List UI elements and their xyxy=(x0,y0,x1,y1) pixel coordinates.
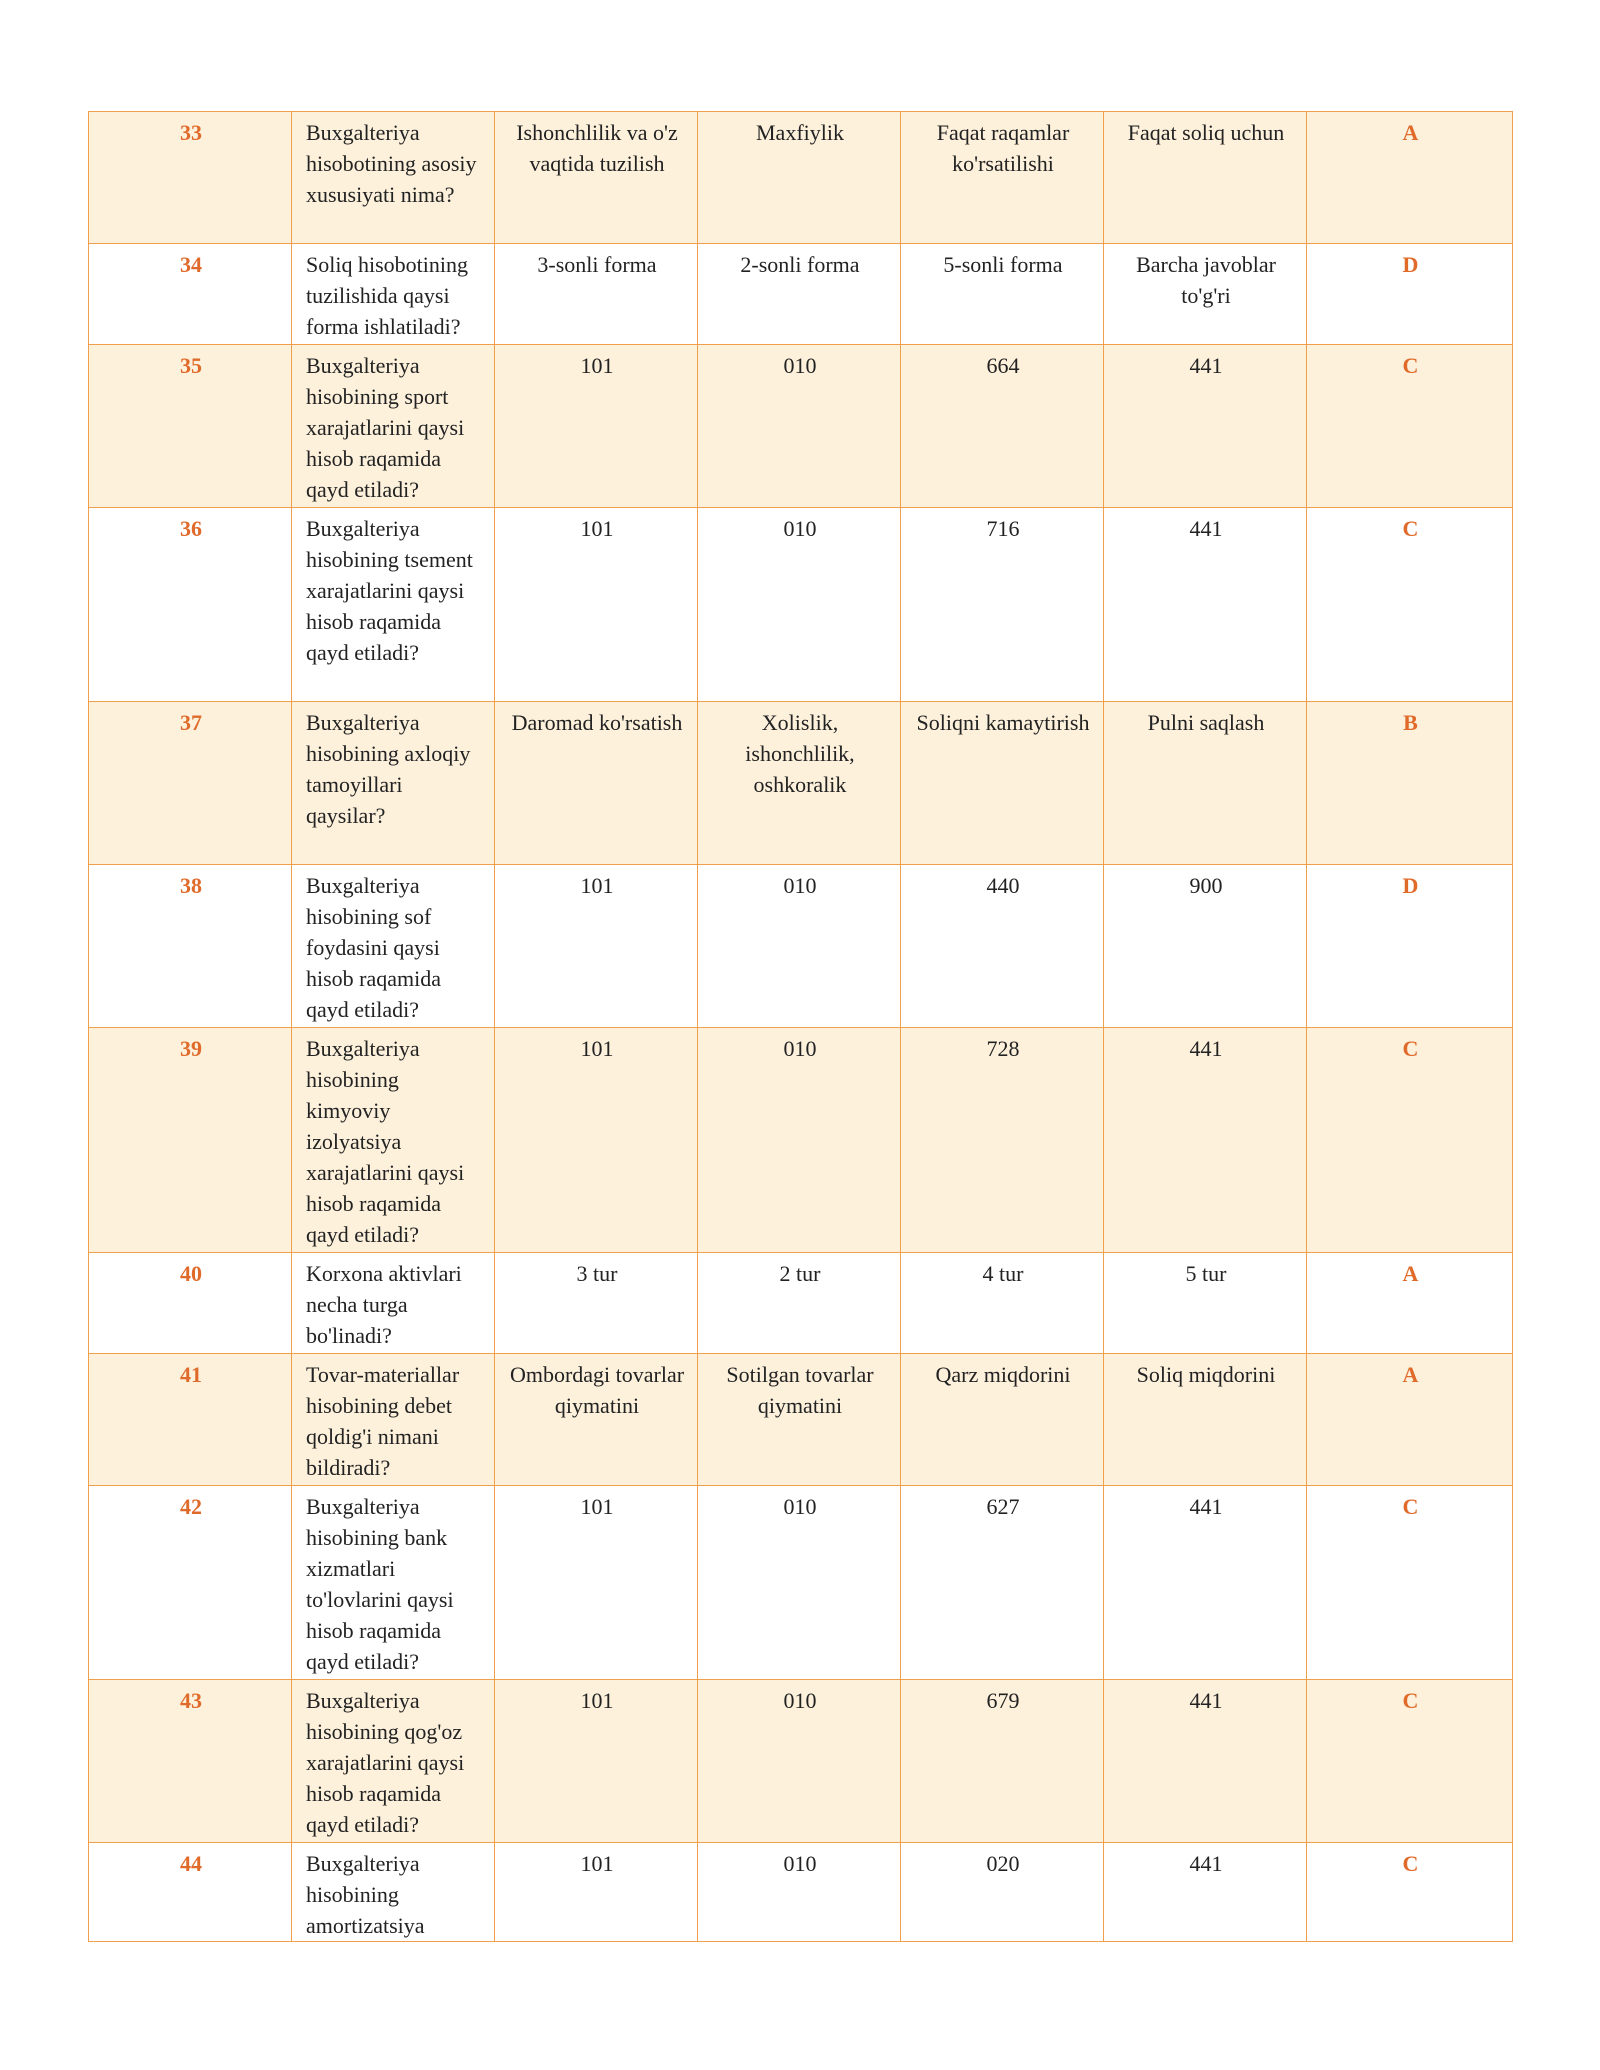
option-d: 441 xyxy=(1104,345,1307,508)
question-number: 42 xyxy=(89,1486,292,1680)
question-number: 34 xyxy=(89,244,292,345)
correct-answer: A xyxy=(1307,1253,1513,1354)
option-b: 010 xyxy=(698,1486,901,1680)
option-b: 010 xyxy=(698,1843,901,1942)
option-b: Xolislik, ishonchlilik, oshkoralik xyxy=(698,702,901,865)
option-c: Soliqni kamaytirish xyxy=(901,702,1104,865)
option-a: Daromad ko'rsatish xyxy=(495,702,698,865)
option-c: 627 xyxy=(901,1486,1104,1680)
correct-answer: C xyxy=(1307,345,1513,508)
question-text: Buxgalteriya hisobining bank xizmatlari to'lovlarini qaysi hisob raqamida qayd etiladi? xyxy=(292,1486,495,1680)
correct-answer: C xyxy=(1307,1843,1513,1942)
question-text: Buxgalteriya hisobining axloqiy tamoyillari qaysilar? xyxy=(292,702,495,865)
correct-answer: A xyxy=(1307,112,1513,244)
question-text: Korxona aktivlari necha turga bo'linadi? xyxy=(292,1253,495,1354)
option-c: 440 xyxy=(901,865,1104,1028)
option-a: 101 xyxy=(495,1680,698,1843)
option-b: 010 xyxy=(698,508,901,702)
correct-answer: C xyxy=(1307,508,1513,702)
option-b: 010 xyxy=(698,345,901,508)
option-c: 664 xyxy=(901,345,1104,508)
option-d: Barcha javoblar to'g'ri xyxy=(1104,244,1307,345)
option-b: 2 tur xyxy=(698,1253,901,1354)
option-d: 5 tur xyxy=(1104,1253,1307,1354)
question-number: 40 xyxy=(89,1253,292,1354)
correct-answer: B xyxy=(1307,702,1513,865)
option-d: 441 xyxy=(1104,1843,1307,1942)
table-row xyxy=(89,508,1513,702)
option-d: Pulni saqlash xyxy=(1104,702,1307,865)
question-number: 33 xyxy=(89,112,292,244)
option-c: 4 tur xyxy=(901,1253,1104,1354)
option-d: Soliq miqdorini xyxy=(1104,1354,1307,1486)
question-number: 41 xyxy=(89,1354,292,1486)
option-c: 020 xyxy=(901,1843,1104,1942)
question-text: Buxgalteriya hisobining kimyoviy izolyatsiya xarajatlarini qaysi hisob raqamida qayd etiladi? xyxy=(292,1028,495,1253)
option-b: 010 xyxy=(698,865,901,1028)
table-row xyxy=(89,1354,1513,1486)
question-text: Buxgalteriya hisobining tsement xarajatlarini qaysi hisob raqamida qayd etiladi? xyxy=(292,508,495,702)
option-b: Sotilgan tovarlar qiymatini xyxy=(698,1354,901,1486)
option-d: 441 xyxy=(1104,1486,1307,1680)
table-row xyxy=(89,1253,1513,1354)
option-a: 3-sonli forma xyxy=(495,244,698,345)
option-c: Faqat raqamlar ko'rsatilishi xyxy=(901,112,1104,244)
option-c: 716 xyxy=(901,508,1104,702)
option-a: Ishonchlilik va o'z vaqtida tuzilish xyxy=(495,112,698,244)
table-row xyxy=(89,1486,1513,1680)
table-row xyxy=(89,112,1513,244)
question-number: 38 xyxy=(89,865,292,1028)
option-b: 010 xyxy=(698,1028,901,1253)
option-b: 2-sonli forma xyxy=(698,244,901,345)
option-d: 900 xyxy=(1104,865,1307,1028)
option-a: 101 xyxy=(495,1486,698,1680)
table-row xyxy=(89,1028,1513,1253)
correct-answer: C xyxy=(1307,1680,1513,1843)
question-number: 44 xyxy=(89,1843,292,1942)
question-text: Buxgalteriya hisobotining asosiy xususiyati nima? xyxy=(292,112,495,244)
option-d: Faqat soliq uchun xyxy=(1104,112,1307,244)
question-text: Buxgalteriya hisobining amortizatsiya xyxy=(292,1843,495,1942)
table-row xyxy=(89,865,1513,1028)
option-c: Qarz miqdorini xyxy=(901,1354,1104,1486)
question-text: Buxgalteriya hisobining qog'oz xarajatlarini qaysi hisob raqamida qayd etiladi? xyxy=(292,1680,495,1843)
option-c: 679 xyxy=(901,1680,1104,1843)
option-d: 441 xyxy=(1104,1680,1307,1843)
option-a: 101 xyxy=(495,345,698,508)
option-d: 441 xyxy=(1104,1028,1307,1253)
table-row xyxy=(89,702,1513,865)
option-a: 101 xyxy=(495,1843,698,1942)
option-c: 728 xyxy=(901,1028,1104,1253)
question-number: 36 xyxy=(89,508,292,702)
option-b: Maxfiylik xyxy=(698,112,901,244)
option-b: 010 xyxy=(698,1680,901,1843)
correct-answer: C xyxy=(1307,1486,1513,1680)
option-a: Ombordagi tovarlar qiymatini xyxy=(495,1354,698,1486)
question-text: Tovar-materiallar hisobining debet qoldig'i nimani bildiradi? xyxy=(292,1354,495,1486)
table-row xyxy=(89,244,1513,345)
correct-answer: A xyxy=(1307,1354,1513,1486)
table-row xyxy=(89,1680,1513,1843)
option-a: 3 tur xyxy=(495,1253,698,1354)
option-a: 101 xyxy=(495,865,698,1028)
question-text: Buxgalteriya hisobining sof foydasini qaysi hisob raqamida qayd etiladi? xyxy=(292,865,495,1028)
table-row xyxy=(89,1843,1513,1942)
correct-answer: C xyxy=(1307,1028,1513,1253)
option-a: 101 xyxy=(495,508,698,702)
question-number: 37 xyxy=(89,702,292,865)
question-number: 39 xyxy=(89,1028,292,1253)
quiz-table xyxy=(88,111,1513,1942)
option-d: 441 xyxy=(1104,508,1307,702)
question-text: Soliq hisobotining tuzilishida qaysi forma ishlatiladi? xyxy=(292,244,495,345)
question-number: 43 xyxy=(89,1680,292,1843)
correct-answer: D xyxy=(1307,244,1513,345)
option-a: 101 xyxy=(495,1028,698,1253)
question-number: 35 xyxy=(89,345,292,508)
correct-answer: D xyxy=(1307,865,1513,1028)
quiz-page xyxy=(88,111,1512,1942)
table-row xyxy=(89,345,1513,508)
question-text: Buxgalteriya hisobining sport xarajatlarini qaysi hisob raqamida qayd etiladi? xyxy=(292,345,495,508)
option-c: 5-sonli forma xyxy=(901,244,1104,345)
